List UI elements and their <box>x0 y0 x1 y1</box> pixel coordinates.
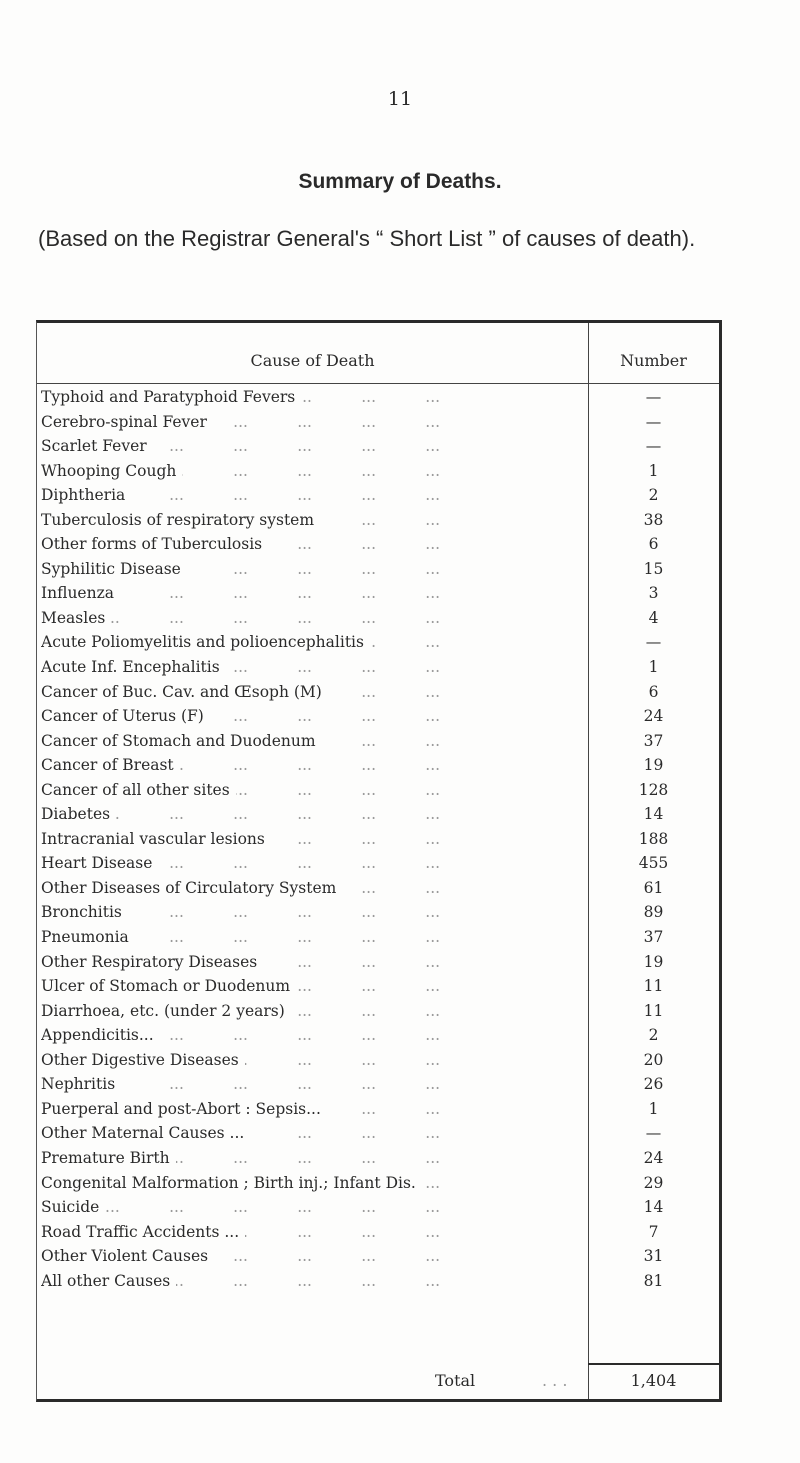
cause-cell <box>41 830 581 848</box>
cause-cell <box>41 879 581 897</box>
table-row <box>37 827 719 852</box>
cause-label: Bronchitis <box>41 903 128 921</box>
cause-label: Acute Poliomyelitis and polioencephalitis <box>41 633 370 651</box>
cause-label: Diabetes <box>41 805 116 823</box>
cause-label: Cancer of Uterus (F) <box>41 707 210 725</box>
cause-cell <box>41 1100 581 1118</box>
table-row <box>37 925 719 950</box>
cause-label: Other Diseases of Circulatory System <box>41 879 342 897</box>
cause-cell <box>41 1247 581 1265</box>
cause-label: Syphilitic Disease <box>41 560 187 578</box>
cause-cell <box>41 413 581 431</box>
cause-cell <box>41 732 581 750</box>
number-cell: 24 <box>643 1148 664 1167</box>
cause-cell <box>41 535 581 553</box>
cause-cell <box>41 1051 581 1069</box>
table-row <box>37 729 719 754</box>
number-cell: 38 <box>643 510 664 529</box>
cause-label: Pneumonia <box>41 928 135 946</box>
table-row <box>37 532 719 557</box>
cause-label: Nephritis <box>41 1075 121 1093</box>
total-rule <box>588 1363 719 1365</box>
number-cell: 61 <box>643 878 664 897</box>
cause-label: Road Traffic Accidents ... <box>41 1223 245 1241</box>
number-cell: 89 <box>643 903 664 922</box>
table-row <box>37 1146 719 1171</box>
total-leader-dots: . . . <box>542 1371 568 1390</box>
cause-label: Cancer of all other sites <box>41 781 236 799</box>
number-cell: 2 <box>648 1026 659 1045</box>
cause-label: All other Causes <box>41 1272 176 1290</box>
cause-cell <box>41 462 581 480</box>
table-row <box>37 1097 719 1122</box>
number-cell: 11 <box>643 1001 664 1020</box>
total-value: 1,404 <box>630 1371 677 1390</box>
cause-label: Whooping Cough <box>41 462 182 480</box>
table-header <box>37 323 719 384</box>
cause-cell <box>41 437 581 455</box>
number-cell: 188 <box>638 829 669 848</box>
number-cell: — <box>645 388 662 406</box>
cause-cell <box>41 658 581 676</box>
number-cell: 3 <box>648 584 659 603</box>
table-row <box>37 802 719 827</box>
number-cell: 6 <box>648 535 659 554</box>
cause-cell <box>41 486 581 504</box>
total-row <box>37 1363 719 1399</box>
total-label: Total <box>435 1371 476 1390</box>
cause-cell <box>41 1198 581 1216</box>
table-row <box>37 999 719 1024</box>
subtitle: (Based on the Registrar General's “ Short List ” of causes of death). <box>38 226 696 251</box>
cause-label: Influenza <box>41 584 120 602</box>
cause-cell <box>41 683 581 701</box>
number-cell: 14 <box>643 1198 664 1217</box>
header-number: Number <box>620 351 687 370</box>
number-cell: 6 <box>648 682 659 701</box>
cause-cell <box>41 609 581 627</box>
cause-label: Diarrhoea, etc. (under 2 years) <box>41 1002 291 1020</box>
table-row <box>37 1269 719 1294</box>
table-row <box>37 1244 719 1269</box>
number-cell: 31 <box>643 1247 664 1266</box>
number-cell: 37 <box>643 928 664 947</box>
number-cell: 19 <box>643 952 664 971</box>
cause-label: Ulcer of Stomach or Duodenum <box>41 977 296 995</box>
table-row <box>37 900 719 925</box>
number-cell: 7 <box>648 1222 659 1241</box>
table-row <box>37 950 719 975</box>
table-row <box>37 434 719 459</box>
number-cell: 128 <box>638 780 669 799</box>
table-row <box>37 974 719 999</box>
cause-cell <box>41 1174 581 1192</box>
cause-label: Cancer of Buc. Cav. and Œsoph (M) <box>41 683 328 701</box>
number-cell: 20 <box>643 1050 664 1069</box>
number-cell: 4 <box>648 608 659 627</box>
cause-label: Appendicitis... <box>41 1026 160 1044</box>
table-row <box>37 1171 719 1196</box>
cause-cell <box>41 928 581 946</box>
table-row <box>37 851 719 876</box>
cause-label: Other Violent Causes <box>41 1247 214 1265</box>
cause-label: Acute Inf. Encephalitis <box>41 658 226 676</box>
cause-cell <box>41 1075 581 1093</box>
cause-cell <box>41 977 581 995</box>
table-row <box>37 1121 719 1146</box>
number-cell: 19 <box>643 756 664 775</box>
cause-label: Premature Birth <box>41 1149 176 1167</box>
cause-label: Cancer of Stomach and Duodenum <box>41 732 322 750</box>
table-row <box>37 581 719 606</box>
cause-cell <box>41 781 581 799</box>
cause-cell <box>41 707 581 725</box>
table-row <box>37 385 719 410</box>
number-cell: — <box>645 633 662 652</box>
cause-cell <box>41 854 581 872</box>
table-row <box>37 1072 719 1097</box>
cause-cell <box>41 388 581 406</box>
cause-cell <box>41 1149 581 1167</box>
table-row <box>37 483 719 508</box>
number-cell: — <box>645 437 662 456</box>
table-body <box>37 385 719 1293</box>
table-row <box>37 655 719 680</box>
cause-label: Tuberculosis of respiratory system <box>41 511 320 529</box>
cause-cell <box>41 805 581 823</box>
table-row <box>37 459 719 484</box>
table-row <box>37 1220 719 1245</box>
table-row <box>37 753 719 778</box>
table-row <box>37 410 719 435</box>
table-row <box>37 1195 719 1220</box>
table-row <box>37 606 719 631</box>
cause-cell <box>41 1002 581 1020</box>
cause-cell <box>41 1026 581 1044</box>
table-row <box>37 1023 719 1048</box>
number-cell: 24 <box>643 707 664 726</box>
table-row <box>37 1048 719 1073</box>
number-cell: 37 <box>643 731 664 750</box>
cause-label: Other Respiratory Diseases <box>41 953 263 971</box>
cause-label: Cancer of Breast <box>41 756 180 774</box>
cause-cell <box>41 584 581 602</box>
table-row <box>37 704 719 729</box>
page-title: Summary of Deaths. <box>298 170 502 193</box>
number-cell: 15 <box>643 559 664 578</box>
deaths-table <box>36 320 722 1402</box>
cause-cell <box>41 1272 581 1290</box>
number-cell: 2 <box>648 486 659 505</box>
number-cell: — <box>645 1124 662 1143</box>
cause-cell <box>41 560 581 578</box>
table-row <box>37 557 719 582</box>
number-cell: 11 <box>643 977 664 996</box>
cause-label: Suicide <box>41 1198 105 1216</box>
table-row <box>37 630 719 655</box>
number-cell: 81 <box>643 1271 664 1290</box>
cause-label: Puerperal and post-Abort : Sepsis... <box>41 1100 327 1118</box>
cause-cell <box>41 953 581 971</box>
cause-cell <box>41 633 581 651</box>
cause-label: Diphtheria <box>41 486 131 504</box>
cause-cell <box>41 1124 581 1142</box>
number-cell: 1 <box>648 461 659 480</box>
number-cell: 1 <box>648 658 659 677</box>
cause-cell <box>41 903 581 921</box>
table-row <box>37 876 719 901</box>
number-cell: 1 <box>648 1099 659 1118</box>
cause-label: Congenital Malformation ; Birth inj.; Infant Dis. <box>41 1174 422 1192</box>
cause-label: Measles <box>41 609 111 627</box>
cause-cell <box>41 756 581 774</box>
cause-label: Other Digestive Diseases <box>41 1051 245 1069</box>
cause-label: Intracranial vascular lesions <box>41 830 271 848</box>
cause-label: Other forms of Tuberculosis <box>41 535 268 553</box>
table-row <box>37 508 719 533</box>
number-cell: — <box>645 412 662 431</box>
header-cause-of-death: Cause of Death <box>250 351 375 370</box>
number-cell: 26 <box>643 1075 664 1094</box>
number-cell: 455 <box>638 854 669 873</box>
cause-label: Other Maternal Causes ... <box>41 1124 250 1142</box>
page-number: 11 <box>387 88 413 110</box>
cause-cell <box>41 1223 581 1241</box>
cause-label: Heart Disease <box>41 854 158 872</box>
number-cell: 14 <box>643 805 664 824</box>
table-row <box>37 778 719 803</box>
cause-label: Scarlet Fever <box>41 437 153 455</box>
cause-label: Typhoid and Paratyphoid Fevers <box>41 388 301 406</box>
table-row <box>37 680 719 705</box>
cause-label: Cerebro-spinal Fever <box>41 413 213 431</box>
number-cell: 29 <box>643 1173 664 1192</box>
cause-cell <box>41 511 581 529</box>
